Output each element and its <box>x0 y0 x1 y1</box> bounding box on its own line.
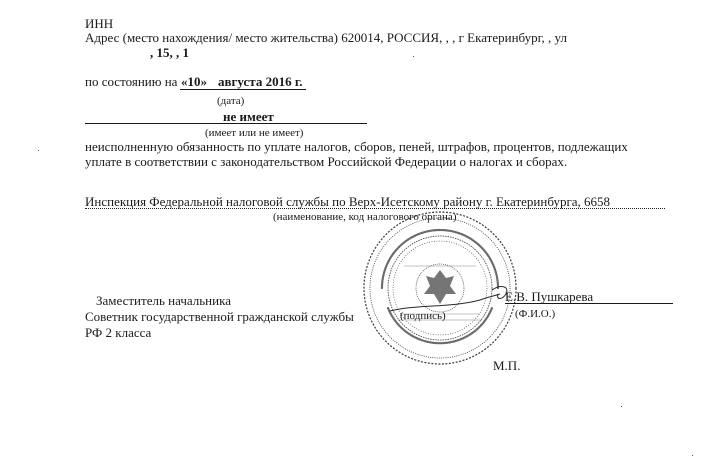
stamp-place-label: М.П. <box>493 358 521 373</box>
scan-speck <box>621 406 622 407</box>
official-seal <box>360 208 520 368</box>
authority-name: Инспекция Федеральной налоговой службы по Верх-Исетскому району г. Екатеринбурга, 6658 <box>85 194 611 209</box>
authority-caption: (наименование, код налогового органа) <box>273 211 457 223</box>
date-prefix: по состоянию на <box>85 74 178 89</box>
date-caption: (дата) <box>217 95 245 107</box>
signature-caption: (подпись) <box>400 310 446 322</box>
address-line-2: , 15, , 1 <box>150 45 189 60</box>
signatory-name: Е.В. Пушкарева <box>505 289 594 304</box>
signatory-position-line-3: РФ 2 класса <box>85 325 152 340</box>
obligation-text-line-2: уплате в соответствии с законодательством Российской Федерации о налогах и сборах. <box>85 154 568 169</box>
date-day: «10» <box>181 74 207 89</box>
signatory-name-caption: (Ф.И.О.) <box>515 308 556 320</box>
inn-label: ИНН <box>85 16 114 31</box>
obligation-caption: (имеет или не имеет) <box>205 127 304 139</box>
date-underline <box>180 89 306 90</box>
signatory-position-line-2: Советник государственной гражданской службы <box>85 309 354 324</box>
obligation-text-line-1: неисполненную обязанность по уплате налогов, сборов, пеней, штрафов, процентов, подлежащих <box>85 139 628 154</box>
scan-speck <box>692 455 693 456</box>
address-line-1: Адрес (место нахождения/ место жительства) 620014, РОССИЯ, , , г Екатеринбург, , ул <box>85 30 567 45</box>
signatory-position-line-1: Заместитель начальника <box>96 293 231 308</box>
obligation-value: не имеет <box>223 109 274 124</box>
obligation-underline <box>85 123 367 124</box>
signatory-name-underline <box>505 303 673 304</box>
date-month-year: августа 2016 г. <box>218 74 303 89</box>
scan-speck <box>413 56 414 57</box>
scan-speck <box>38 150 39 151</box>
